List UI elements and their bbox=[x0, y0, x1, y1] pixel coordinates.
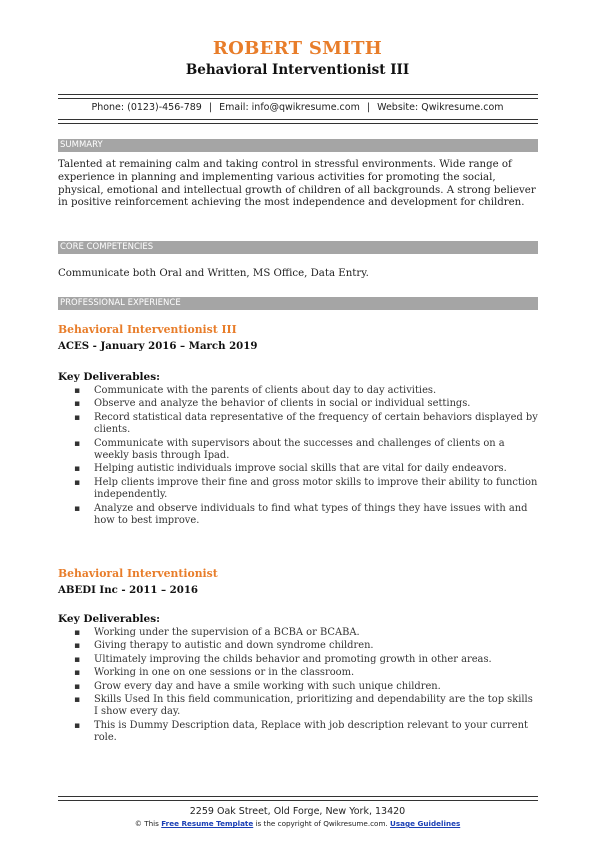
copyright-middle: is the copyright of Qwikresume.com. bbox=[255, 819, 388, 828]
key-deliverables-label: Key Deliverables: bbox=[58, 371, 161, 383]
contact-email: Email: info@qwikresume.com bbox=[219, 102, 360, 113]
job-company-dates: ACES - January 2016 – March 2019 bbox=[58, 340, 258, 352]
contact-website: Website: Qwikresume.com bbox=[377, 102, 504, 113]
section-heading-summary: SUMMARY bbox=[58, 139, 538, 152]
list-item: ▪ Observe and analyze the behavior of clients in social or individual settings. bbox=[74, 398, 471, 410]
candidate-name: ROBERT SMITH bbox=[212, 38, 383, 59]
list-item: ▪ Skills Used In this field communication, prioritizing and dependability are the top skills I show every day. bbox=[74, 694, 533, 718]
job-title: Behavioral Interventionist bbox=[58, 567, 218, 580]
bullet-icon: ▪ bbox=[74, 720, 81, 731]
bullet-icon: ▪ bbox=[74, 438, 81, 449]
contact-separator: | bbox=[208, 102, 213, 113]
competencies-text: Communicate both Oral and Written, MS Office, Data Entry. bbox=[58, 268, 369, 279]
candidate-title: Behavioral Interventionist III bbox=[185, 62, 410, 78]
section-heading-competencies: CORE COMPETENCIES bbox=[58, 241, 538, 254]
list-item: ▪ This is Dummy Description data, Replace with job description relevant to your current role. bbox=[74, 719, 528, 744]
list-item: ▪ Analyze and observe individuals to find what types of things they have issues with and how to best improve. bbox=[74, 502, 528, 527]
contact-phone: Phone: (0123)-456-789 bbox=[91, 102, 202, 113]
footer-address: 2259 Oak Street, Old Forge, New York, 13420 bbox=[189, 806, 406, 817]
list-item: ▪ Help clients improve their fine and gross motor skills to improve their ability to function independently. bbox=[74, 476, 538, 501]
bullet-icon: ▪ bbox=[74, 477, 81, 488]
footer-copyright bbox=[0, 819, 595, 828]
list-item: ▪ Helping autistic individuals improve social skills that are vital for daily endeavors. bbox=[74, 463, 507, 475]
header-top-rule bbox=[58, 94, 538, 99]
job-bullet-list bbox=[58, 385, 538, 528]
bullet-icon: ▪ bbox=[74, 654, 81, 665]
contact-line bbox=[0, 102, 595, 113]
job-title: Behavioral Interventionist III bbox=[58, 323, 237, 336]
bullet-icon: ▪ bbox=[74, 464, 81, 475]
list-item: ▪ Record statistical data representative of the frequency of certain behaviors displayed by clients. bbox=[74, 411, 538, 436]
contact-separator: | bbox=[366, 102, 371, 113]
list-item: ▪ Communicate with the parents of clients about day to day activities. bbox=[74, 385, 437, 396]
bullet-icon: ▪ bbox=[74, 681, 81, 692]
list-item: ▪ Giving therapy to autistic and down syndrome children. bbox=[74, 640, 374, 652]
section-heading-experience: PROFESSIONAL EXPERIENCE bbox=[58, 297, 538, 310]
footer-rule bbox=[58, 796, 538, 801]
summary-text: Talented at remaining calm and taking control in stressful environments. Wide range of experience in planning and implementing various activities for promoting the social, physical, emotional and intellectual growth of children of all backgrounds. A strong believer in positive reinforcement achieving the most independence and development for children. bbox=[58, 159, 536, 209]
list-item: ▪ Working under the supervision of a BCBA or BCABA. bbox=[74, 627, 360, 638]
copyright-prefix: © This bbox=[134, 819, 159, 828]
key-deliverables-label: Key Deliverables: bbox=[58, 613, 161, 625]
list-item: ▪ Ultimately improving the childs behavior and promoting growth in other areas. bbox=[74, 653, 492, 665]
list-item: ▪ Communicate with supervisors about the successes and challenges of clients on a weekly basis through Ipad. bbox=[74, 437, 505, 462]
bullet-icon: ▪ bbox=[74, 695, 81, 706]
bullet-icon: ▪ bbox=[74, 399, 81, 410]
bullet-icon: ▪ bbox=[74, 412, 81, 423]
usage-guidelines-link[interactable]: Usage Guidelines bbox=[390, 819, 461, 828]
list-item: ▪ Grow every day and have a smile working with such unique children. bbox=[74, 680, 441, 692]
list-item: ▪ Working in one on one sessions or in the classroom. bbox=[74, 667, 355, 679]
bullet-icon: ▪ bbox=[74, 386, 81, 396]
header-bottom-rule bbox=[58, 119, 538, 124]
bullet-icon: ▪ bbox=[74, 668, 81, 679]
free-resume-template-link[interactable]: Free Resume Template bbox=[161, 819, 254, 828]
bullet-icon: ▪ bbox=[74, 641, 81, 652]
bullet-icon: ▪ bbox=[74, 503, 81, 514]
job-bullet-list bbox=[58, 627, 538, 746]
bullet-icon: ▪ bbox=[74, 628, 81, 638]
job-company-dates: ABEDI Inc - 2011 – 2016 bbox=[58, 584, 199, 596]
